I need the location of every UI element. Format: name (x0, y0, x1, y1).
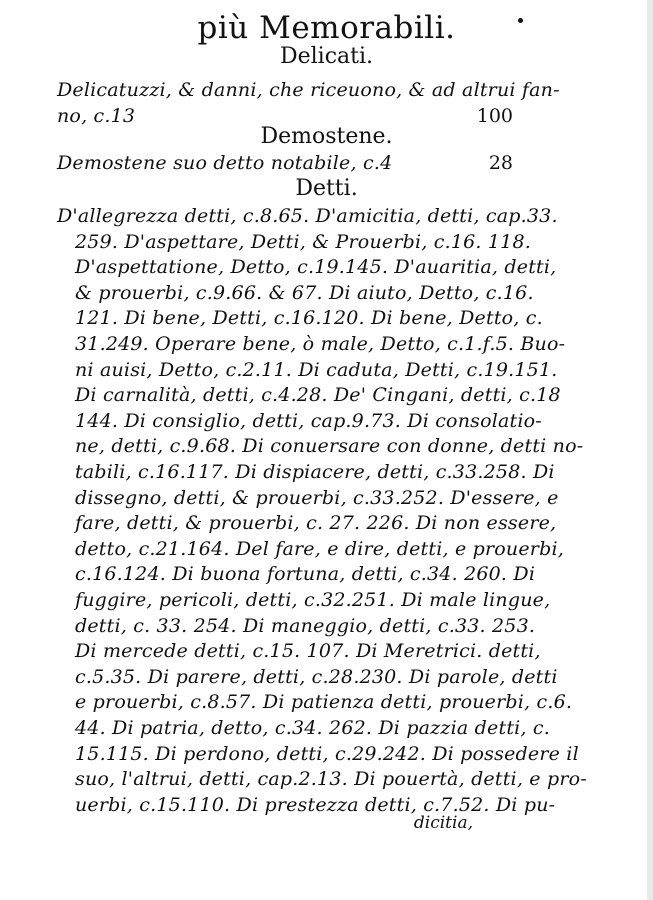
entry-line: Delicatuzzi, & danni, che riceuono, & ad altrui fan- (57, 79, 560, 101)
entry-line: detti, c. 33. 254. Di maneggio, detti, c.33. 253. (75, 614, 536, 637)
entry-line: Demostene suo detto notabile, c.4 (57, 152, 393, 174)
section-heading-delicati: Delicati. (279, 44, 374, 69)
section-heading-demostene: Demostene. (260, 124, 393, 149)
entry-line: c.5.35. Di parere, detti, c.28.230. Di parole, detti (75, 665, 558, 688)
entry-line: uerbi, c.15.110. Di prestezza detti, c.7.52. Di pu- (75, 793, 556, 816)
entry-line: ne, detti, c.9.68. Di conuersare con donne, detti no- (75, 435, 584, 458)
entry-line: suo, l'altrui, detti, cap.2.13. Di pouertà, detti, e pro- (75, 768, 587, 791)
running-header: più Memorabili. (197, 10, 456, 46)
entry-line: 31.249. Operare bene, ò male, Detto, c.1.f.5. Buo- (75, 333, 566, 355)
entry-line: Di carnalità, detti, c.4.28. De' Cingani, detti, c.18 (75, 384, 561, 407)
page-reference: 100 (476, 105, 513, 127)
entry-line: ni auisi, Detto, c.2.11. Di caduta, Detti, c.19.151. (75, 358, 558, 381)
entry-line: 144. Di consiglio, detti, cap.9.73. Di consolatio- (75, 409, 542, 432)
entry-line: e prouerbi, c.8.57. Di patienza detti, prouerbi, c.6. (75, 691, 573, 714)
entry-line: & prouerbi, c.9.66. & 67. Di aiuto, Detto, c.16. (75, 281, 534, 304)
entry-line: dissegno, detti, & prouerbi, c.33.252. D'essere, e (75, 486, 559, 509)
entry-line: Di mercede detti, c.15. 107. Di Meretrici. detti, (75, 640, 541, 663)
entry-line: 15.115. Di perdono, detti, c.29.242. Di possedere il (75, 742, 579, 765)
entry-line: 121. Di bene, Detti, c.16.120. Di bene, Detto, c. (75, 307, 543, 330)
entry-line: fare, detti, & prouerbi, c. 27. 226. Di non essere, (75, 512, 557, 535)
page-reference: 28 (488, 152, 513, 174)
catchword: dicitia, (413, 813, 473, 833)
entry-line: no, c.13 (57, 105, 136, 127)
entry-line: tabili, c.16.117. Di dispiacere, detti, c.33.258. Di (75, 461, 555, 483)
entry-line: c.16.124. Di buona fortuna, detti, c.34. 260. Di (75, 563, 536, 586)
entry-line: 259. D'aspettare, Detti, & Prouerbi, c.16. 118. (75, 230, 531, 253)
entry-line: D'allegrezza detti, c.8.65. D'amicitia, detti, cap.33. (57, 205, 558, 227)
entry-line: fuggire, pericoli, detti, c.32.251. Di male lingue, (75, 589, 551, 611)
entry-line: D'aspettatione, Detto, c.19.145. D'auaritia, detti, (75, 256, 557, 279)
entry-line: detto, c.21.164. Del fare, e dire, detti, e prouerbi, (75, 537, 564, 560)
section-heading-detti: Detti. (295, 176, 358, 201)
entry-line: 44. Di patria, detto, c.34. 262. Di pazzia detti, c. (75, 717, 550, 739)
